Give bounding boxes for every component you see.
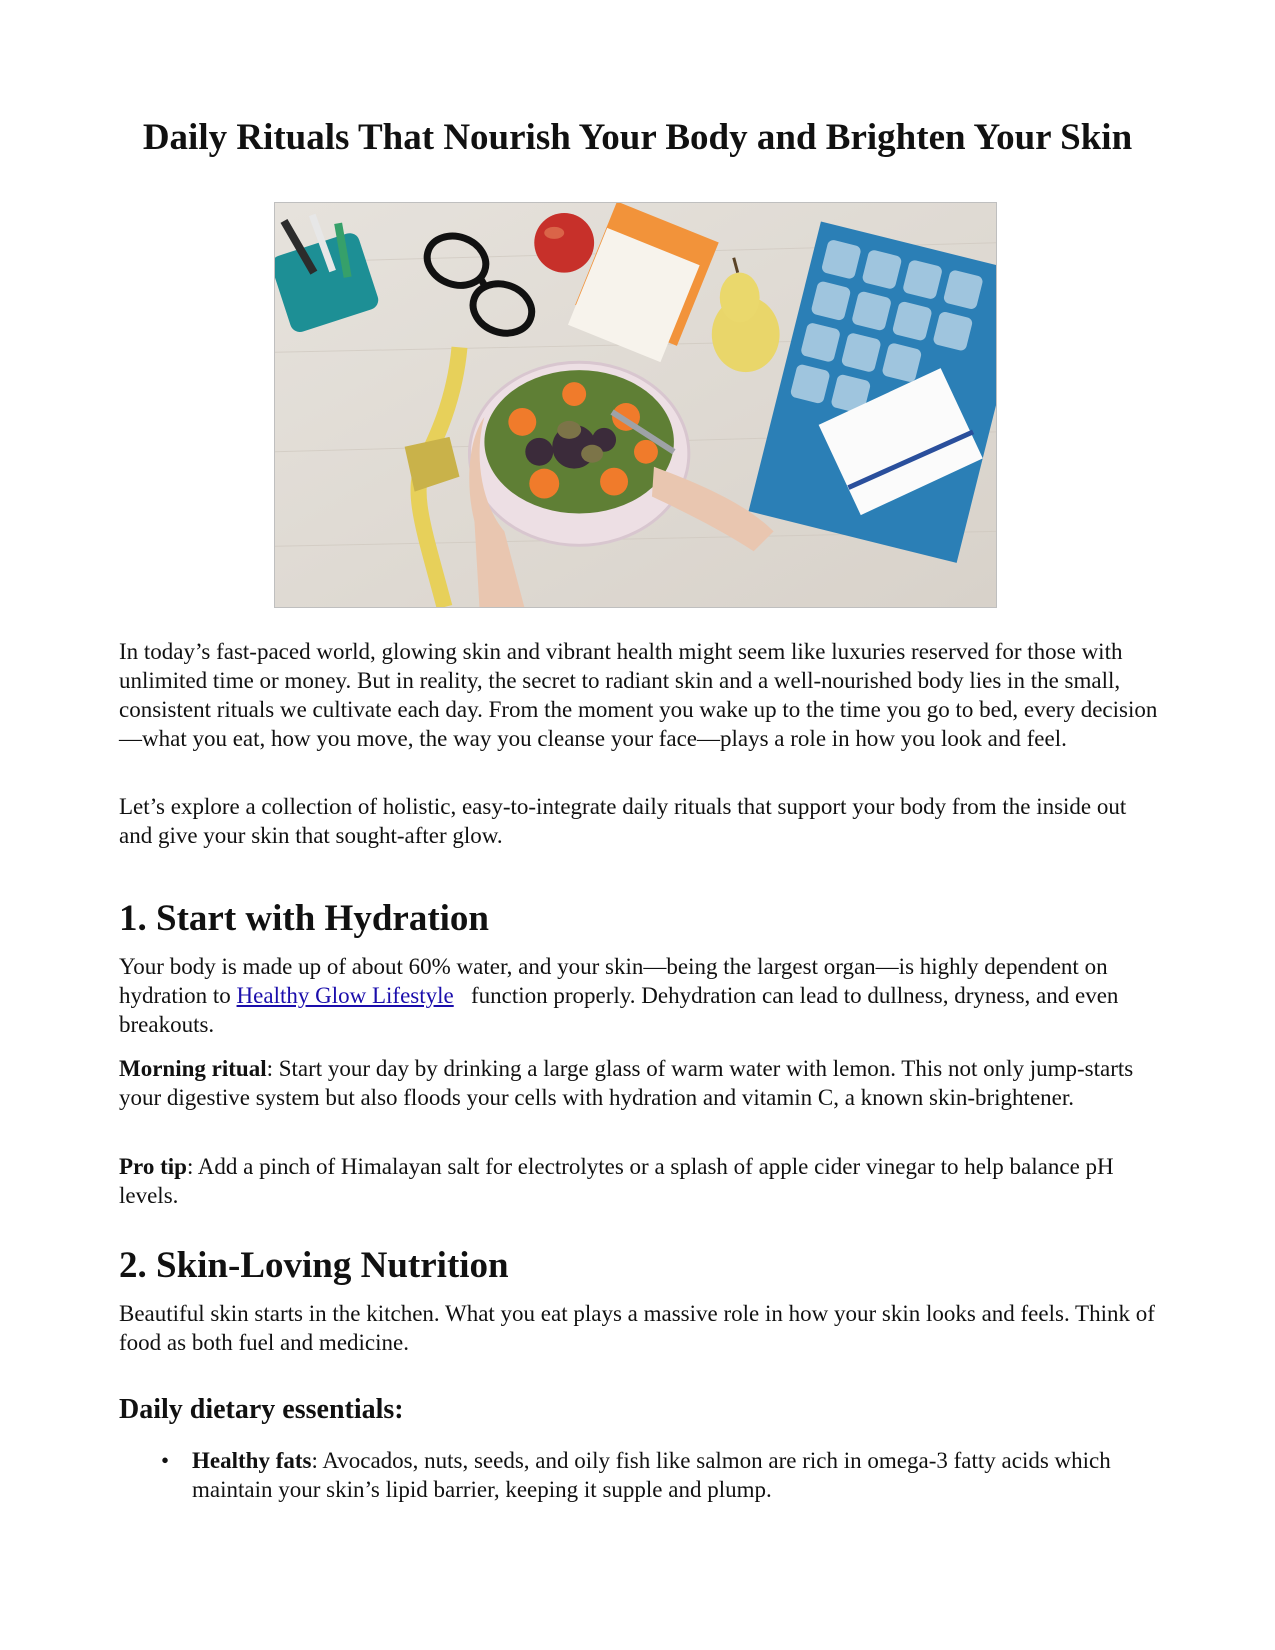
morning-ritual-paragraph [119,1054,1159,1112]
morning-ritual-label: Morning ritual [119,1056,267,1081]
healthy-fats-label: Healthy fats [192,1448,312,1473]
hero-image [274,202,997,608]
morning-ritual-text: : Start your day by drinking a large glass of warm water with lemon. This not only jump-starts your digestive system but also floods your cells with hydration and vitamin C, a known skin-brightener. [119,1056,1134,1110]
intro-paragraph-2: Let’s explore a collection of holistic, easy-to-integrate daily rituals that support your body from the inside out and give your skin that sought-after glow. [119,794,1127,848]
section-1-paragraph [119,952,1159,1039]
section-1-text-before-link: Your body is made up of about 60% water, and your skin—being the largest organ—is highly dependent on hydration to [119,954,1108,1008]
salad-bowl [469,362,688,545]
section-2-paragraph: Beautiful skin starts in the kitchen. What you eat plays a massive role in how your skin looks and feels. Think of food as both fuel and medicine. [119,1301,1155,1355]
section-2-heading: 2. Skin-Loving Nutrition [119,1245,509,1286]
intro-paragraph-1: In today’s fast-paced world, glowing skin and vibrant health might seem like luxuries reserved for those with unlimited time or money. But in reality, the secret to radiant skin and a well-nourished body lies in the small, consistent rituals we cultivate each day. From the moment you wake up to the time you go to bed, every decision—what you eat, how you move, the way you cleanse your face—plays a role in how you look and feel. [119,639,1158,751]
section-1-heading: 1. Start with Hydration [119,898,489,939]
bullet-marker: • [161,1448,170,1473]
pro-tip-label: Pro tip [119,1154,187,1179]
healthy-glow-lifestyle-link[interactable]: Healthy Glow Lifestyle [236,983,454,1008]
pro-tip-text: : Add a pinch of Himalayan salt for electrolytes or a splash of apple cider vinegar to help balance pH levels. [119,1154,1114,1208]
healthy-salad-desk-illustration [275,203,996,607]
page-title: Daily Rituals That Nourish Your Body and Brighten Your Skin [142,117,1133,158]
healthy-fats-item-text [192,1446,1192,1504]
section-1-text-after-link: function properly. Dehydration can lead to dullness, dryness, and even breakouts. [119,983,1125,1037]
healthy-fats-description: : Avocados, nuts, seeds, and oily fish like salmon are rich in omega-3 fatty acids which maintain your skin’s lipid barrier, keeping it supple and plump. [192,1448,1111,1502]
pro-tip-paragraph [119,1152,1159,1210]
apple [534,213,594,273]
daily-dietary-essentials-heading: Daily dietary essentials: [119,1394,404,1425]
